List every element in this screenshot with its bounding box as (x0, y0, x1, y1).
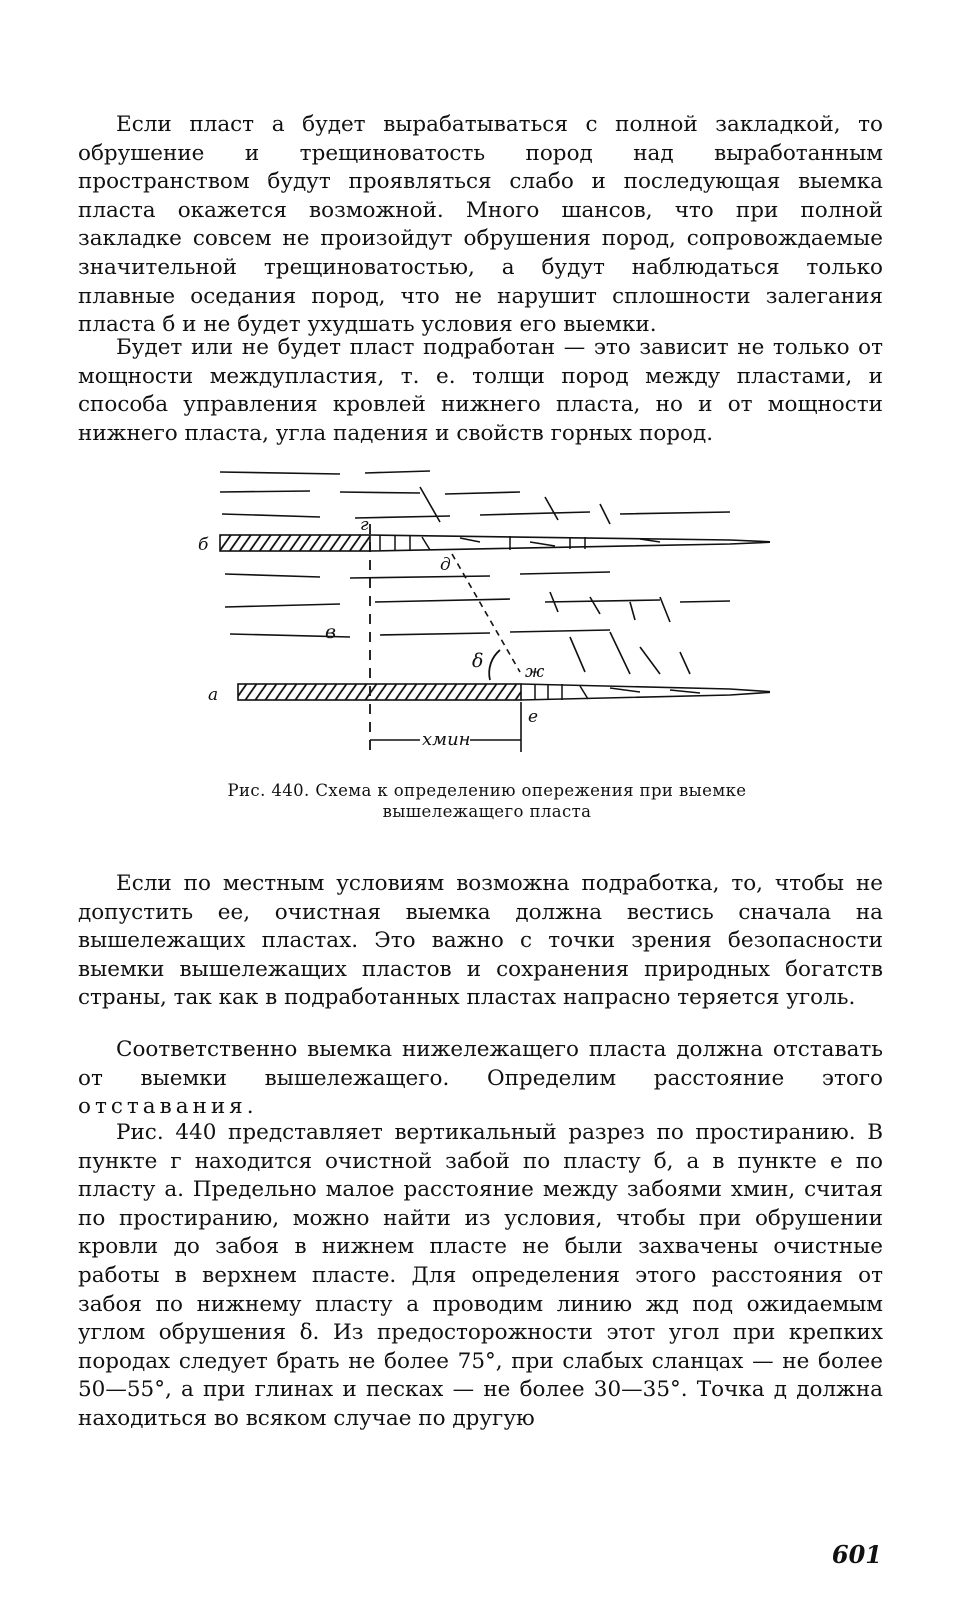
figure-440 (190, 462, 770, 752)
label-d: д (440, 555, 451, 575)
label-a: а (208, 685, 219, 705)
paragraph-2: Будет или не будет пласт подработан — это зависит не только от мощности междупластия, т. е. толщи пород между пластами, и способа управления кровлей нижнего пласта, но и от мощности нижнего пласта, угла падения и свойств горных пород. (78, 335, 883, 446)
paragraph-1: Если пласт а будет вырабатываться с полной закладкой, то обрушение и трещиноватость пород над выработанным пространством будут проявляться слабо и последующая выемка пласта окажется возможной. Много шансов, что при полной закладке совсем не произойдут обрушения пород, сопровождаемые значительной трещиноватостью, а будут наблюдаться только плавные оседания пород, что не нарушит сплошности залегания пласта б и не будет ухудшать условия его выемки. (78, 112, 883, 338)
seam-a (238, 684, 770, 700)
figure-caption: Рис. 440. Схема к определению опережения при выемке вышележащего пласта (227, 781, 747, 821)
label-xmin: xмин (422, 729, 471, 750)
paragraph-3: Если по местным условиям возможна подработка, то, чтобы не допустить ее, очистная выемка должна вестись сначала на вышележащих пластах. Это важно с точки зрения безопасности выемки вышележащих пластов и сохранения природных богатств страны, так как в подработанных пластах напрасно теряется уголь. (78, 871, 883, 1011)
strata-lines-upper (220, 471, 730, 524)
label-b: б (198, 535, 209, 555)
angle-arc (489, 650, 500, 680)
label-zh: ж (525, 662, 545, 682)
label-v: в (325, 621, 337, 643)
paragraph-4 (78, 1036, 883, 1122)
line-zh-d (452, 554, 520, 672)
paragraph-5: Рис. 440 представляет вертикальный разрез по простиранию. В пункте г находится очистной забой по пласту б, а в пункте е по пласту а. Предельно малое расстояние между забоями xмин, считая по простиранию, можно найти из условия, чтобы при обрушении кровли до забоя в нижнем пласте не были захвачены очистные работы в верхнем пласте. Для определения этого расстояния от забоя по нижнему пласту а проводим линию жд под ожидаемым углом обрушения δ. Из предосторожности этот угол при крепких породах следует брать не более 75°, при слабых сланцах — не более 50—55°, а при глинах и песках — не более 30—35°. Точка д должна находиться во всяком случае по другую (78, 1120, 883, 1431)
paragraph-4-text: Соответственно выемка нижележащего пласта должна отставать от выемки вышележащего. Определим расстояние этого (78, 1037, 883, 1091)
label-g: г (360, 515, 369, 535)
page-number: 601 (831, 1540, 882, 1569)
label-delta: δ (472, 650, 484, 672)
label-e: е (528, 707, 539, 727)
seam-b (220, 535, 770, 551)
spaced-term: отставания. (78, 1094, 258, 1120)
